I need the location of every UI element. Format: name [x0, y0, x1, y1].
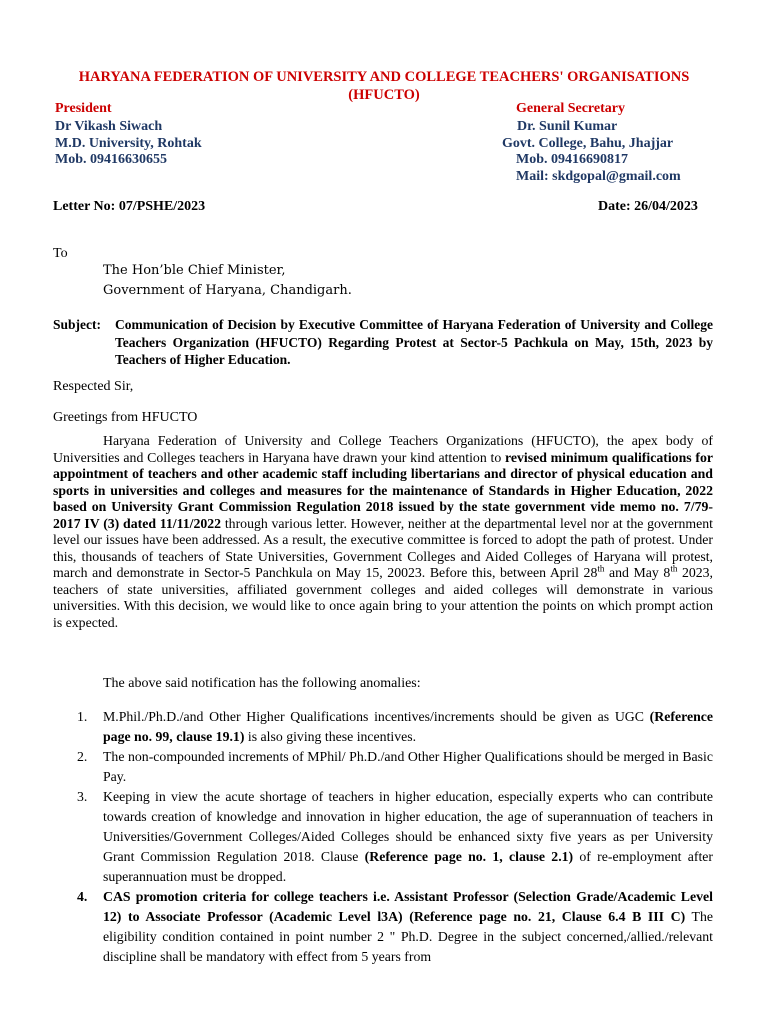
gen-sec-mail: Mail: skdgopal@gmail.com — [516, 169, 681, 184]
president-role: President — [55, 101, 112, 116]
list-number: 3. — [77, 789, 88, 804]
letter-number: Letter No: 07/PSHE/2023 — [53, 199, 206, 214]
gen-sec-role: General Secretary — [516, 101, 625, 116]
body-text-2: through various letter. However, neither at the departmental level nor at the government level our issues have been addressed. As a result, the executive committee is forced to adopt the path of protest. Under this, thousands of teachers of State Universities, Government Colleges and Aided Colleges of Haryana will protest, march and demonstrate in Sector-5 Panchkula on May 15, 20023. Before this, between April 28 — [53, 515, 714, 580]
body-text-4: 2023, teachers of state universities, affiliated government colleges and aided colleges will demonstrate in various universities. With this decision, we would like to once again bring to your attention the points on which prompt action is expected. — [53, 565, 713, 630]
gen-sec-affiliation: Govt. College, Bahu, Jhajjar — [502, 136, 674, 151]
list-item — [53, 747, 713, 787]
superscript-th-2: th — [670, 563, 678, 574]
gen-sec-mobile: Mob. 09416690817 — [516, 152, 628, 167]
org-name: HARYANA FEDERATION OF UNIVERSITY AND COLLEGE TEACHERS' ORGANISATIONS — [78, 69, 690, 85]
item-text-end: The eligibility condition contained in point number 2 " Ph.D. Degree in the subject concerned,/allied./relevant discipline shall be mandatory with effect from 5 years from — [103, 909, 714, 964]
item-heading: CAS promotion criteria for college teachers i.e. Assistant Professor (Selection Grade/Academic Level 12) to Associate Professor (Academic Level l3A) (Reference page no. 21, Clause 6.4 B III C) — [103, 889, 713, 924]
to-label: To — [53, 246, 68, 261]
item-reference: (Reference page no. 1, clause 2.1) — [364, 849, 574, 864]
president-affiliation: M.D. University, Rohtak — [55, 136, 202, 151]
item-text-end: of re-employment after superannuation must be dropped. — [103, 849, 713, 884]
list-item — [53, 707, 713, 747]
item-text: Keeping in view the acute shortage of teachers in higher education, especially experts who can contribute towards creation of knowledge and innovation in higher education, the age of superannuation of teachers in Universities/Government Colleges/Aided Colleges should be enhanced sixty five years as per University Grant Commission Regulation 2018. Clause — [103, 789, 713, 864]
item-text-end: is also giving these incentives. — [244, 729, 417, 744]
addressee-line-2: Government of Haryana, Chandigarh. — [103, 283, 352, 298]
anomalies-list — [53, 707, 713, 967]
list-number: 4. — [77, 889, 88, 904]
subject-text: Communication of Decision by Executive Committee of Haryana Federation of University and College Teachers Organization (HFUCTO) Regarding Protest at Sector-5 Pachkula on May, 15th, 2023 by Teachers of Higher Education. — [115, 317, 713, 367]
president-name: Dr Vikash Siwach — [55, 119, 163, 134]
body-paragraph — [53, 433, 713, 631]
org-abbr: (HFUCTO) — [348, 87, 420, 103]
list-item — [53, 787, 713, 887]
item-reference: (Reference page no. 99, clause 19.1) — [103, 709, 713, 744]
body-text-1: Haryana Federation of University and College Teachers Organizations (HFUCTO), the apex body of Universities and Colleges teachers in Haryana have drawn your kind attention to — [53, 433, 713, 465]
addressee-line-1: The Hon’ble Chief Minister, — [103, 263, 286, 278]
salutation: Respected Sir, — [53, 379, 134, 394]
president-mobile: Mob. 09416630655 — [55, 152, 167, 167]
item-text: M.Phil./Ph.D./and Other Higher Qualifications incentives/increments should be given as UGC — [103, 709, 650, 724]
superscript-th-1: th — [597, 563, 605, 574]
letter-date: Date: 26/04/2023 — [598, 199, 698, 214]
subject-block — [53, 316, 713, 369]
list-item — [53, 887, 713, 967]
list-number: 2. — [77, 749, 88, 764]
gen-sec-name: Dr. Sunil Kumar — [517, 119, 618, 134]
body-bold-memo: revised minimum qualifications for appointment of teachers and other academic staff including libertarians and director of physical education and sports in universities and colleges and measures for the maintenance of Standards in Higher Education, 2022 based on University Grant Commission Regulation 2018 issued by the state government vide memo no. 7/79-2017 IV (3) dated 11/11/2022 — [53, 449, 713, 531]
list-number: 1. — [77, 709, 88, 724]
anomalies-intro: The above said notification has the following anomalies: — [103, 676, 421, 691]
greeting: Greetings from HFUCTO — [53, 410, 198, 425]
subject-label: Subject: — [53, 317, 101, 332]
item-text: The non-compounded increments of MPhil/ Ph.D./and Other Higher Qualifications should be merged in Basic Pay. — [103, 749, 713, 784]
body-text-3: and May 8 — [604, 565, 671, 580]
